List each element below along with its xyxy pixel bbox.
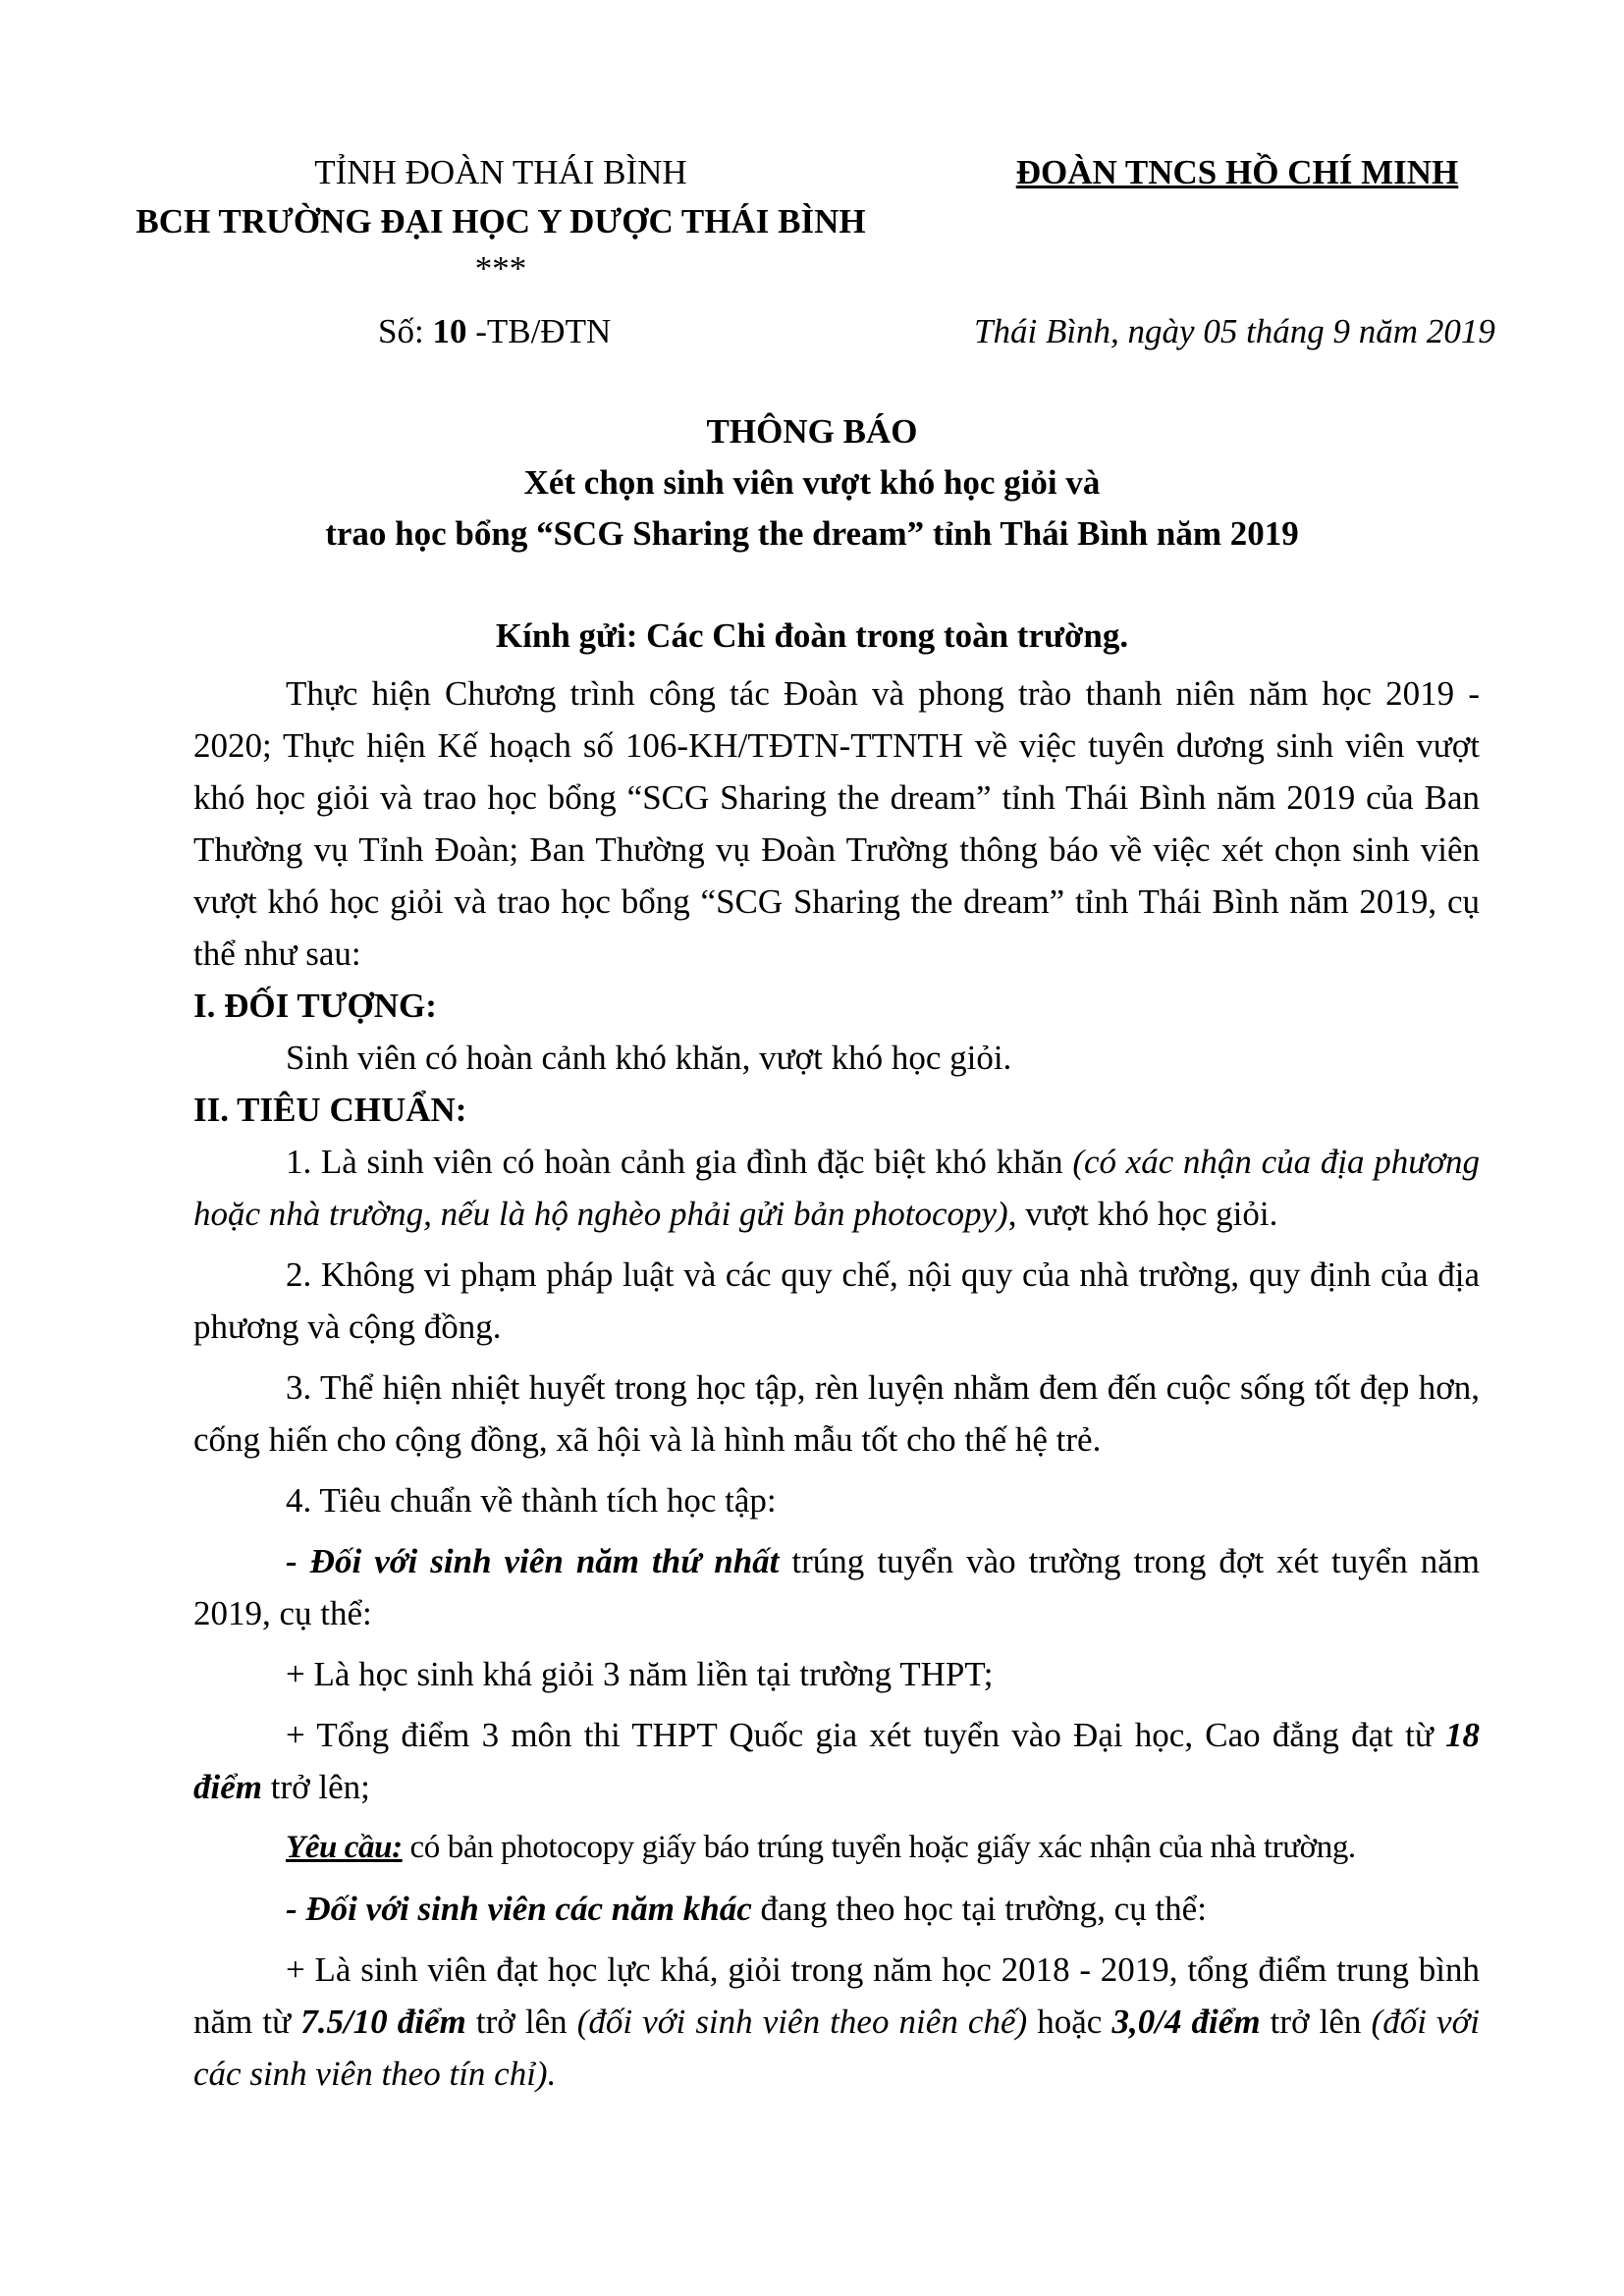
ot-b1-note-1: (đối với sinh viên theo niên chế) (576, 2002, 1028, 2041)
intro-paragraph: Thực hiện Chương trình công tác Đoàn và phong trào thanh niên năm học 2019 - 2020; Thực hiện Kế hoạch số 106-KH/TĐTN-TTNTH về việc tuyên dương sinh viên vượt khó học giỏi và trao học bổng “SCG Sharing the dream” tỉnh Thái Bình năm 2019 của Ban Thường vụ Tỉnh Đoàn; Ban Thường vụ Đoàn Trường thông báo về việc xét chọn sinh viên vượt khó học giỏi và trao học bổng “SCG Sharing the dream” tỉnh Thái Bình năm 2019, cụ thể như sau: (193, 674, 1480, 973)
first-year-bullet-2 (193, 1709, 1480, 1813)
ot-b1-text: + Là sinh viên đạt học lực khá, giỏi trong năm học 2018 - 2019, tổng điểm trung bình năm từ (193, 1950, 1480, 2041)
first-year-bullet-1: + Là học sinh khá giỏi 3 năm liền tại trường THPT; (286, 1655, 994, 1693)
header-stars: *** (474, 249, 527, 288)
section1-text: Sinh viên có hoàn cảnh khó khăn, vượt khó học giỏi. (286, 1039, 1012, 1077)
criterion-3: 3. Thể hiện nhiệt huyết trong học tập, rèn luyện nhằm đem đến cuộc sống tốt đẹp hơn, cống hiến cho cộng đồng, xã hội và là hình mẫu tốt cho thế hệ trẻ. (193, 1368, 1480, 1459)
org-union: ĐOÀN TNCS HỒ CHÍ MINH (1015, 153, 1459, 191)
other-years-rest: đang theo học tại trường, cụ thể: (751, 1890, 1207, 1928)
document-subtitle-1: Xét chọn sinh viên vượt khó học giỏi và (523, 463, 1101, 502)
criterion-4: 4. Tiêu chuẩn về thành tích học tập: (286, 1481, 777, 1520)
ot-b1-or: hoặc (1027, 2002, 1112, 2041)
document-number-value: 10 (432, 312, 467, 350)
other-years-lead: - Đối với sinh viên các năm khác (286, 1890, 752, 1928)
recipient-line: Kính gửi: Các Chi đoàn trong toàn trường. (495, 616, 1129, 655)
first-year-paragraph (193, 1535, 1480, 1639)
ot-b1-mid: trở lên (465, 2002, 577, 2041)
ot-b1-mid-2: trở lên (1260, 2002, 1372, 2041)
ot-b1-score-2: 3,0/4 điểm (1111, 2002, 1261, 2041)
criterion-1-note: (có xác nhận của địa phương hoặc nhà trường, nếu là hộ nghèo phải gửi bản photocopy) (193, 1143, 1480, 1233)
document-number (378, 312, 611, 351)
document-subtitle-2: trao học bổng “SCG Sharing the dream” tỉnh Thái Bình năm 2019 (325, 514, 1299, 553)
requirement-label: Yêu cầu: (286, 1830, 403, 1865)
document-title: THÔNG BÁO (706, 412, 918, 451)
document-number-suffix: -TB/ĐTN (466, 312, 612, 350)
criterion-1-end: , vượt khó học giỏi. (1007, 1195, 1278, 1233)
org-school: BCH TRƯỜNG ĐẠI HỌC Y DƯỢC THÁI BÌNH (135, 202, 866, 240)
fy-b2-score: 18 điểm (193, 1716, 1480, 1806)
document-body (193, 667, 1480, 2100)
requirement-text: có bản photocopy giấy báo trúng tuyển hoặc giấy xác nhận của nhà trường. (402, 1830, 1356, 1865)
first-year-lead: - Đối với sinh viên năm thứ nhất (286, 1542, 780, 1580)
first-year-rest: trúng tuyển vào trường trong đợt xét tuyển năm 2019, cụ thể: (193, 1542, 1481, 1632)
fy-b2-text: + Tổng điểm 3 môn thi THPT Quốc gia xét tuyển vào Đại học, Cao đẳng đạt từ (286, 1716, 1445, 1754)
criterion-1-text: 1. Là sinh viên có hoàn cảnh gia đình đặc biệt khó khăn (286, 1143, 1073, 1181)
org-province: TỈNH ĐOÀN THÁI BÌNH (314, 153, 687, 191)
other-years-paragraph (193, 1883, 1480, 1935)
other-years-bullet-1 (193, 1944, 1480, 2100)
fy-b2-end: trở lên; (261, 1768, 370, 1806)
ot-b1-score: 7.5/10 điểm (300, 2002, 466, 2041)
document-number-prefix: Số: (378, 312, 433, 350)
criterion-1 (193, 1136, 1480, 1240)
section-heading-tieu-chuan: II. TIÊU CHUẨN: (193, 1091, 467, 1129)
document-date: Thái Bình, ngày 05 tháng 9 năm 2019 (974, 312, 1495, 350)
requirement-line (193, 1822, 1480, 1874)
section-heading-doi-tuong: I. ĐỐI TƯỢNG: (193, 987, 437, 1025)
criterion-2: 2. Không vi phạm pháp luật và các quy chế, nội quy của nhà trường, quy định của địa phương và cộng đồng. (193, 1255, 1480, 1346)
ot-b1-note-2: (đối với các sinh viên theo tín chỉ). (193, 2002, 1480, 2093)
